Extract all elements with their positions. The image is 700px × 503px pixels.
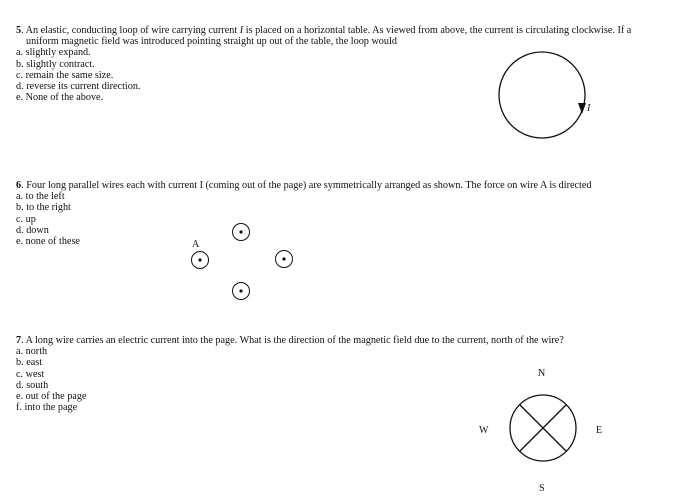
north-label: N bbox=[538, 368, 546, 379]
current-label: I bbox=[587, 103, 591, 114]
wire-into-page-icon bbox=[510, 395, 576, 461]
question-6-stem: 6. Four long parallel wires each with current I (coming out of the page) are symmetrically arranged as shown. The force on wire A is directed bbox=[16, 180, 592, 191]
option-b: b. east bbox=[16, 357, 43, 369]
question-5-stem: 5. An elastic, conducting loop of wire carrying current I is placed on a horizontal table. As viewed from above, the current is circulating clockwise. If a bbox=[16, 25, 632, 36]
question-7-stem: 7. A long wire carries an electric current into the page. What is the direction of the magnetic field due to the current, north of the wire? bbox=[16, 335, 564, 346]
question-5-stem-line2: uniform magnetic field was introduced pointing straight up out of the table, the loop would bbox=[26, 36, 397, 48]
option-d: d. reverse its current direction. bbox=[16, 81, 141, 93]
parallel-wires-figure bbox=[185, 215, 305, 310]
clockwise-arrow-icon bbox=[578, 103, 586, 114]
option-c: c. up bbox=[16, 213, 36, 225]
option-e: e. None of the above. bbox=[16, 92, 104, 104]
option-a: a. slightly expand. bbox=[16, 47, 91, 59]
wire-bottom-out-of-page-icon bbox=[233, 283, 250, 300]
option-d: d. down bbox=[16, 224, 49, 236]
option-d: d. south bbox=[16, 379, 49, 391]
west-label: W bbox=[479, 425, 489, 436]
option-e: e. none of these bbox=[16, 236, 80, 248]
wire-a-label: A bbox=[192, 239, 200, 250]
option-f: f. into the page bbox=[16, 402, 78, 414]
wire-a-out-of-page-icon bbox=[192, 252, 209, 269]
option-c: c. west bbox=[16, 368, 45, 380]
question-number: 5 bbox=[16, 25, 22, 36]
question-number: 7 bbox=[16, 335, 22, 346]
wire-into-page-figure bbox=[470, 360, 620, 500]
question-number: 6 bbox=[16, 180, 22, 191]
option-b: b. slightly contract. bbox=[16, 58, 95, 70]
east-label: E bbox=[596, 425, 603, 436]
option-b: b. to the right bbox=[16, 202, 71, 214]
south-label: S bbox=[539, 483, 545, 494]
wire-loop bbox=[499, 52, 585, 138]
wire-top-out-of-page-icon bbox=[233, 224, 250, 241]
current-loop-figure bbox=[490, 45, 610, 145]
option-a: a. north bbox=[16, 346, 48, 358]
question-6 bbox=[16, 180, 696, 247]
option-e: e. out of the page bbox=[16, 391, 87, 403]
option-a: a. to the left bbox=[16, 191, 65, 203]
option-c: c. remain the same size. bbox=[16, 69, 114, 81]
wire-right-out-of-page-icon bbox=[276, 251, 293, 268]
